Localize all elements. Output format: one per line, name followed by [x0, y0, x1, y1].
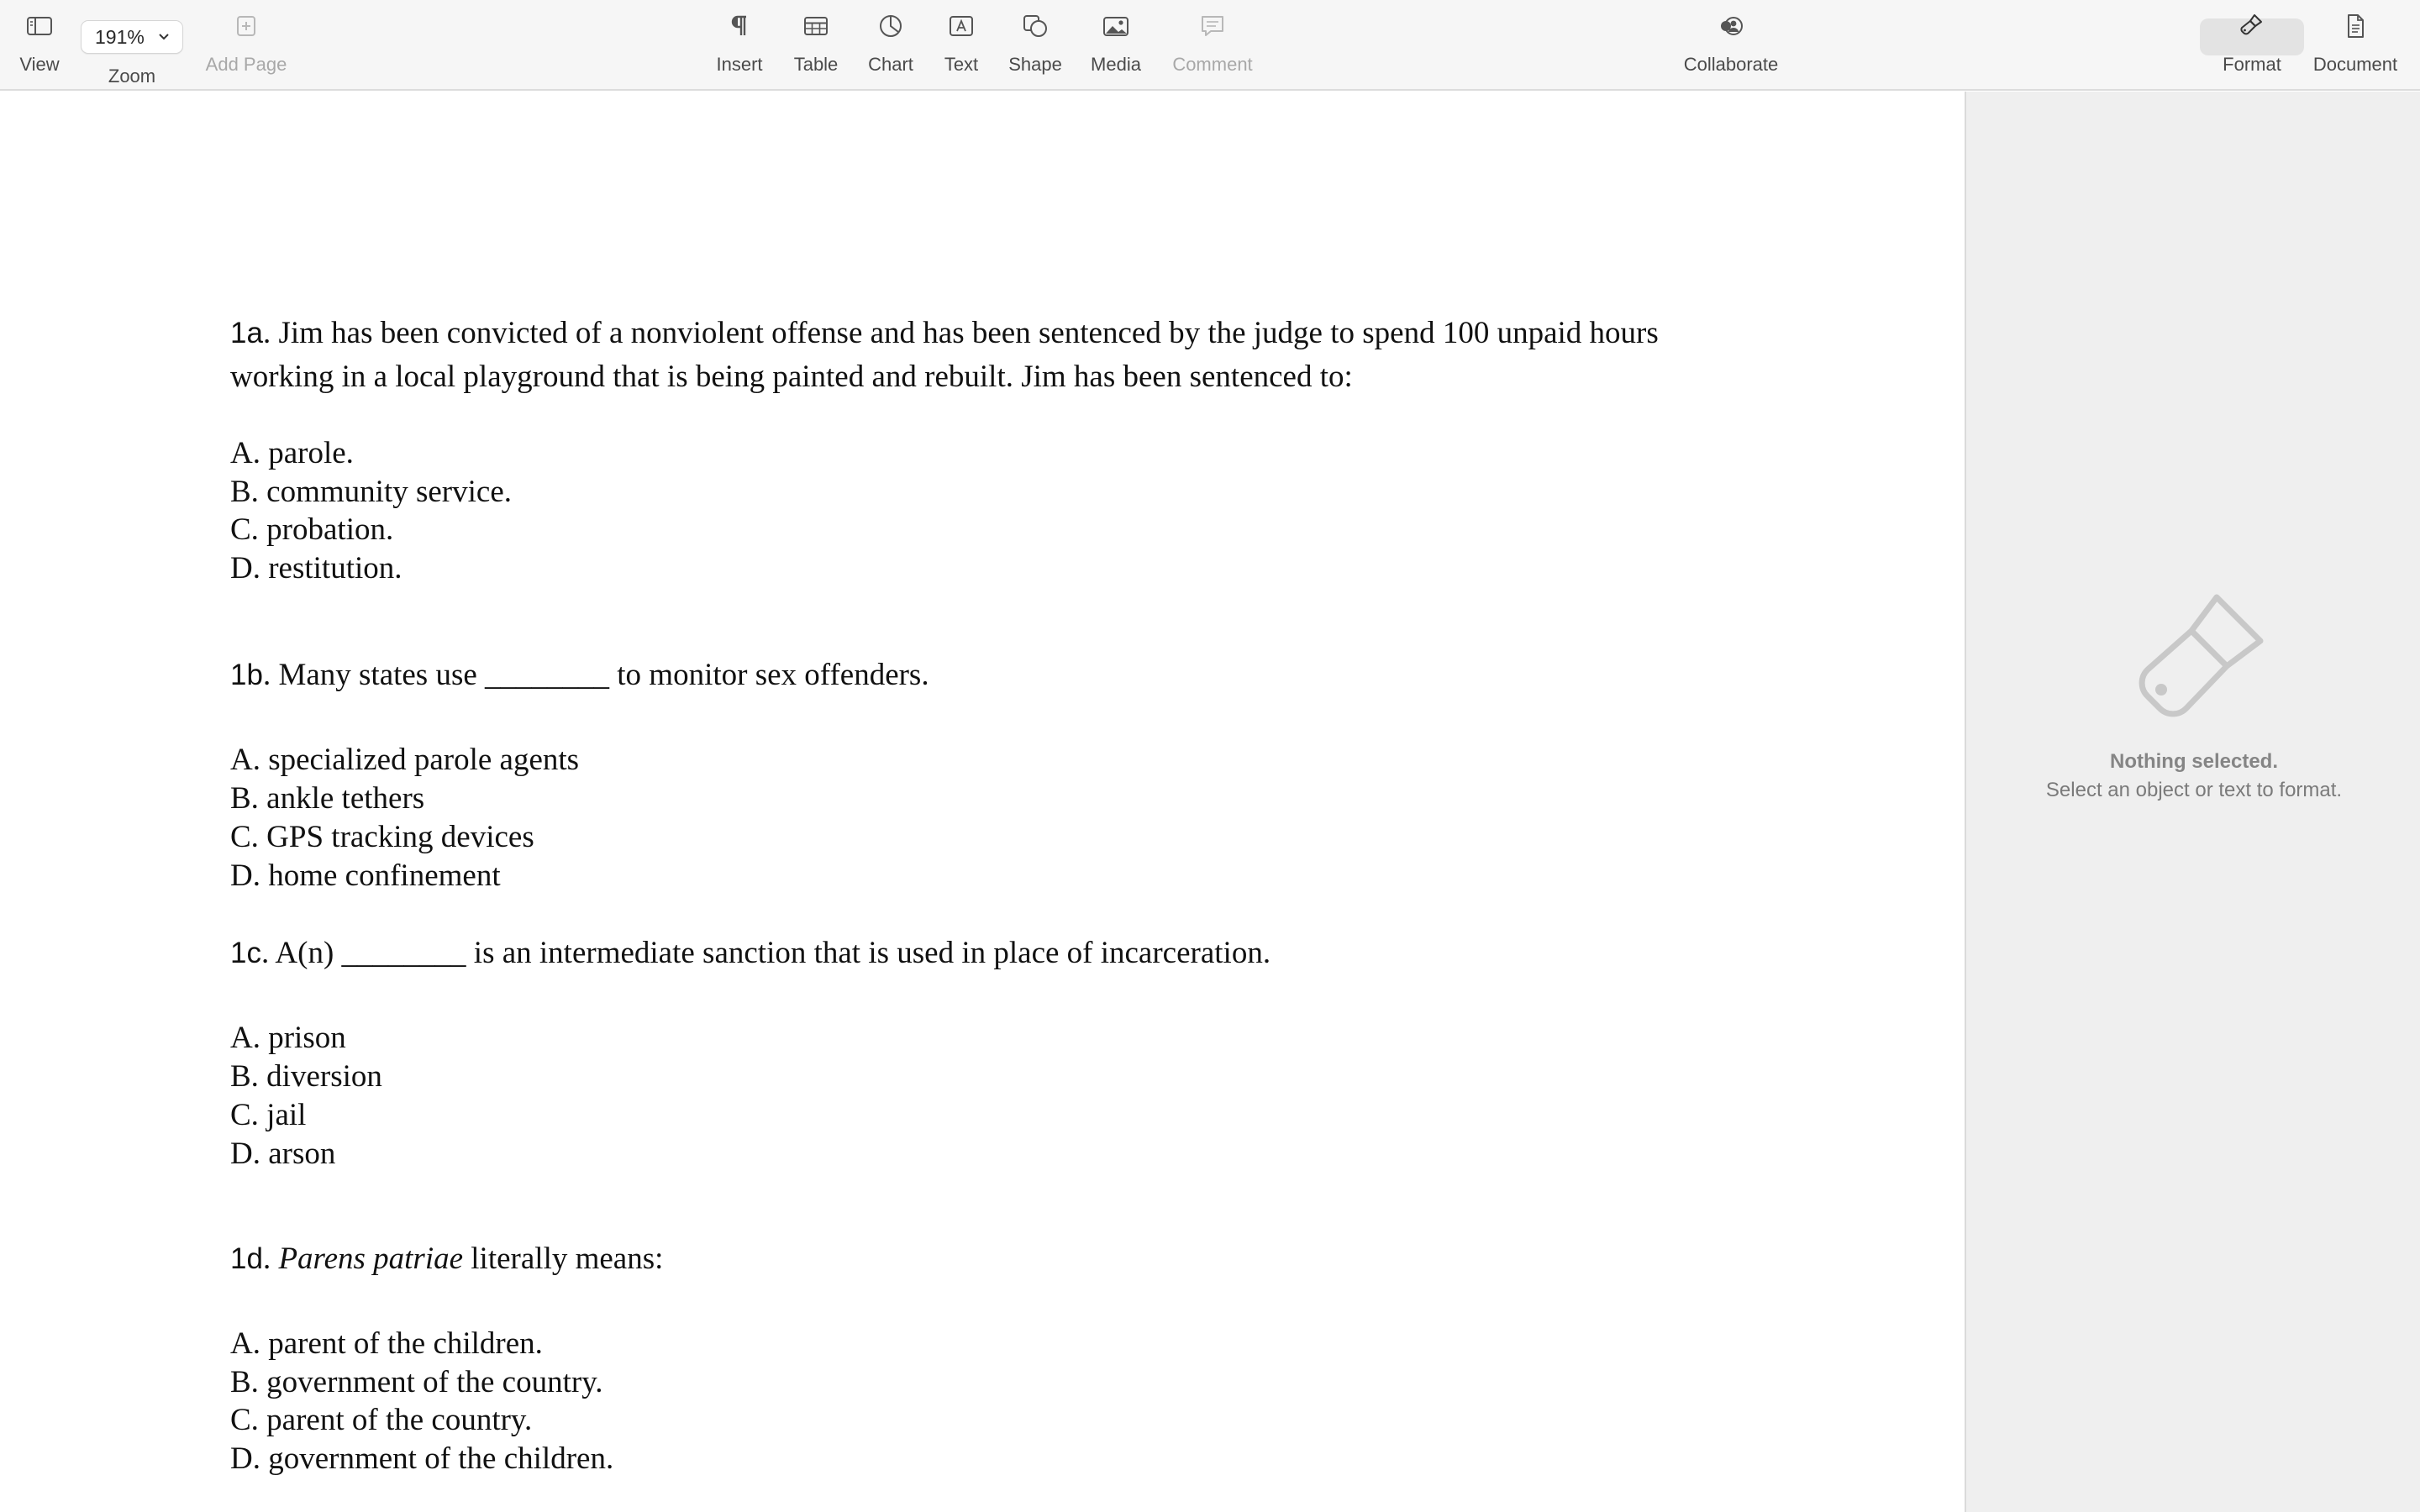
- shape-label: Shape: [1008, 54, 1062, 75]
- collaborate-label: Collaborate: [1683, 54, 1779, 75]
- nothing-selected-title: Nothing selected.: [2109, 750, 2279, 773]
- nothing-selected-hint: Select an object or text to format.: [2045, 779, 2343, 801]
- view-button[interactable]: [10, 0, 69, 91]
- option-1c-b[interactable]: B. diversion: [230, 1059, 382, 1094]
- add-page-icon: [232, 12, 260, 40]
- document-canvas[interactable]: [0, 92, 1965, 1512]
- zoom-select[interactable]: [81, 20, 183, 54]
- option-1d-a[interactable]: A. parent of the children.: [230, 1326, 543, 1361]
- media-button[interactable]: [1084, 0, 1148, 91]
- format-inspector: [1965, 92, 2420, 1512]
- question-1d[interactable]: [230, 1240, 663, 1278]
- document-icon: [2341, 12, 2370, 40]
- chevron-down-icon: [157, 30, 171, 44]
- insert-button[interactable]: [708, 0, 771, 91]
- option-1a-c[interactable]: C. probation.: [230, 512, 394, 547]
- chart-button[interactable]: [862, 0, 919, 91]
- question-text: literally means:: [463, 1242, 664, 1276]
- chart-icon: [876, 12, 905, 40]
- option-1b-a[interactable]: A. specialized parole agents: [230, 743, 580, 777]
- question-1a[interactable]: [230, 314, 1659, 353]
- option-1b-b[interactable]: B. ankle tethers: [230, 781, 425, 816]
- zoom-label: Zoom: [108, 66, 156, 87]
- question-1c[interactable]: [230, 934, 1270, 973]
- media-icon: [1102, 12, 1130, 40]
- option-1d-b[interactable]: B. government of the country.: [230, 1365, 603, 1399]
- format-label: Format: [2223, 54, 2281, 75]
- option-1d-d[interactable]: D. government of the children.: [230, 1441, 614, 1476]
- view-label: View: [19, 54, 60, 75]
- question-number: 1a: [230, 317, 263, 349]
- zoom-control[interactable]: [81, 0, 183, 91]
- toolbar: [0, 0, 2420, 91]
- option-1b-c[interactable]: C. GPS tracking devices: [230, 820, 534, 854]
- question-1a-line-2[interactable]: [230, 358, 1353, 396]
- sidebar-icon: [25, 12, 54, 40]
- option-1b-d[interactable]: D. home confinement: [230, 858, 501, 893]
- collaborate-button[interactable]: [1677, 0, 1785, 91]
- format-button[interactable]: [2200, 0, 2304, 91]
- question-1b[interactable]: [230, 656, 929, 695]
- question-number: 1c: [230, 937, 261, 969]
- option-1c-a[interactable]: A. prison: [230, 1021, 346, 1055]
- text-button[interactable]: [934, 0, 988, 91]
- add-page-label: Add Page: [205, 54, 287, 75]
- question-number: 1d: [230, 1242, 263, 1275]
- text-label: Text: [944, 54, 979, 75]
- option-1c-c[interactable]: C. jail: [230, 1098, 307, 1132]
- question-period: .: [262, 1242, 279, 1276]
- question-text: working in a local playground that is being painted and rebuilt. Jim has been sentenced to:: [230, 360, 1353, 394]
- document-button[interactable]: [2307, 0, 2403, 91]
- comment-label: Comment: [1172, 54, 1253, 75]
- insert-label: Insert: [716, 54, 763, 75]
- question-text: . Jim has been convicted of a nonviolent offense and has been sentenced by the judge to spend 100 unpaid hours: [262, 316, 1659, 350]
- add-page-button[interactable]: [202, 0, 291, 91]
- comment-icon: [1198, 12, 1227, 40]
- question-text: . Many states use ________ to monitor sex offenders.: [262, 658, 929, 692]
- chart-label: Chart: [868, 54, 913, 75]
- table-icon: [802, 12, 830, 40]
- option-1c-d[interactable]: D. arson: [230, 1137, 336, 1171]
- shape-icon: [1021, 12, 1050, 40]
- pilcrow-icon: [725, 12, 754, 40]
- option-1a-b[interactable]: B. community service.: [230, 475, 512, 509]
- text-box-icon: [947, 12, 976, 40]
- question-number: 1b: [230, 659, 263, 691]
- zoom-value: 191%: [95, 25, 145, 48]
- media-label: Media: [1091, 54, 1141, 75]
- paintbrush-placeholder-icon: [2123, 585, 2274, 737]
- paintbrush-icon: [2238, 12, 2266, 40]
- document-label: Document: [2312, 54, 2398, 75]
- question-italic-term: Parens patriae: [278, 1242, 464, 1276]
- question-text: . A(n) ________ is an intermediate sanction that is used in place of incarceration.: [260, 936, 1271, 970]
- option-1a-a[interactable]: A. parole.: [230, 436, 354, 470]
- option-1d-c[interactable]: C. parent of the country.: [230, 1403, 533, 1437]
- table-button[interactable]: [786, 0, 845, 91]
- shape-button[interactable]: [1003, 0, 1067, 91]
- option-1a-d[interactable]: D. restitution.: [230, 551, 402, 585]
- collaborate-icon: [1717, 12, 1745, 40]
- table-label: Table: [793, 54, 839, 75]
- comment-button[interactable]: [1165, 0, 1260, 91]
